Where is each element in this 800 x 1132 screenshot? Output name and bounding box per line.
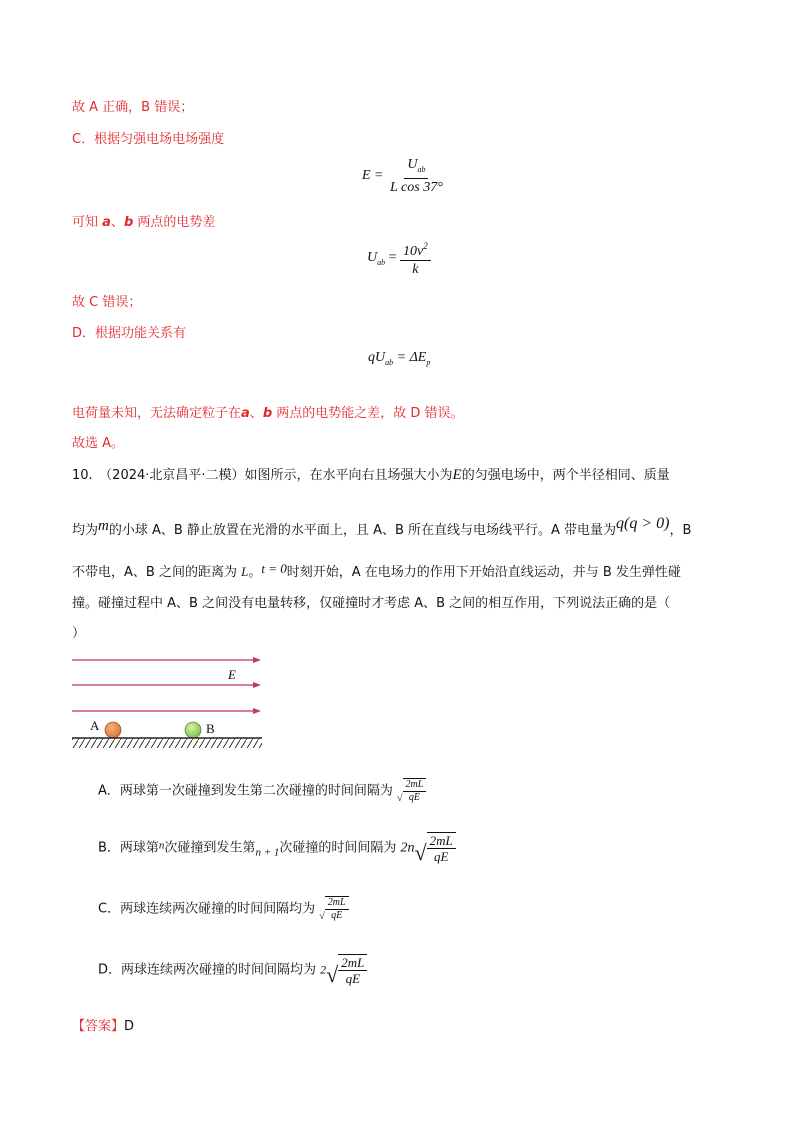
option-c-num: 2mL <box>325 897 349 910</box>
l3-var-b: b <box>123 215 134 230</box>
option-c-den: qE <box>331 910 343 921</box>
option-a-num: 2mL <box>403 779 427 792</box>
q-text-2c: ，B <box>669 523 692 538</box>
option-c-sqrt: √ $\frac{2mL}{qE}$ <box>319 896 348 922</box>
option-b-den: qE <box>433 849 449 864</box>
eq3-u: U <box>375 350 386 365</box>
q-text-3a: 不带电，A、B 之间的距离为 <box>72 565 242 580</box>
q-var-m: m <box>98 518 109 534</box>
option-b-text-2: 次碰撞到发生第 <box>164 840 256 856</box>
eq2-num: 10v <box>403 244 424 259</box>
q-text-2a: 均为 <box>72 523 99 538</box>
field-line-1 <box>72 657 261 663</box>
l6-text-a: 电荷量未知，无法确定粒子在 <box>72 406 242 421</box>
question-line-2 <box>72 515 691 540</box>
option-b-text-1: B．两球第 <box>98 840 159 856</box>
option-b-n1: n + 1 <box>255 846 280 859</box>
eq2-lhs-sub: ab <box>377 258 386 268</box>
solution-line-7: 故选 A。 <box>72 436 125 451</box>
ball-a-label: A <box>90 718 100 733</box>
ground-hatch <box>72 738 262 748</box>
option-d-text: D．两球连续两次碰撞的时间间隔均为 <box>98 962 317 978</box>
solution-line-2: C．根据匀强电场电场强度 <box>72 132 225 147</box>
l6-text-e: 两点的电势能之差，故 D 错误。 <box>272 406 464 421</box>
solution-line-4: 故 C 错误； <box>72 295 142 310</box>
question-line-5: ） <box>72 626 86 641</box>
option-c[interactable] <box>98 896 349 922</box>
question-line-3 <box>72 560 681 582</box>
option-d-den: qE <box>345 971 361 986</box>
option-d-coef: 2 <box>320 962 327 977</box>
q-text-3c: 时刻开始，A 在电场力的作用下开始沿直线运动，并与 B 发生弹性碰 <box>286 565 681 580</box>
option-d-num: 2mL <box>338 955 367 971</box>
q-var-E: E <box>452 467 462 483</box>
eq2-equals: = <box>388 250 397 266</box>
ball-a <box>105 722 121 738</box>
option-c-text: C．两球连续两次碰撞的时间间隔均为 <box>98 901 316 917</box>
l3-text-a: 可知 <box>72 215 103 230</box>
option-b-coef: 2n <box>400 840 415 856</box>
q-var-t: t = 0 <box>261 561 287 576</box>
eq1-den: L cos 37° <box>390 180 443 195</box>
equation-2 <box>367 238 431 278</box>
eq3-ep-sub: p <box>426 358 431 367</box>
l6-var-b: b <box>262 406 273 421</box>
option-b-text-3: 次碰撞的时间间隔为 <box>279 840 397 856</box>
solution-line-1: 故 A 正确，B 错误； <box>72 100 194 115</box>
eq3-rhs: = ΔE <box>396 350 427 365</box>
q-text-1b: 的匀强电场中，两个半径相同、质量 <box>461 468 670 483</box>
q-text-2b: 的小球 A、B 静止放置在光滑的水平面上，且 A、B 所在直线与电场线平行。A 带电量为 <box>108 523 617 538</box>
option-a[interactable] <box>98 778 426 804</box>
l3-text-c: 、 <box>110 215 124 230</box>
option-d-sqrt: √ $\frac{2mL}{qE}$ <box>326 954 367 986</box>
field-figure <box>72 650 267 750</box>
q-var-q: q(q > 0) <box>616 515 670 532</box>
l6-text-c: 、 <box>249 406 263 421</box>
answer-line <box>72 1018 134 1036</box>
solution-line-3 <box>72 214 215 232</box>
option-a-sqrt: √ $\frac{2mL}{qE}$ <box>397 778 426 804</box>
eq2-lhs: U <box>367 250 378 266</box>
eq1-fraction <box>387 156 446 196</box>
field-label: E <box>228 667 236 682</box>
option-b-num: 2mL <box>427 833 456 849</box>
option-b-sqrt: √ $\frac{2mL}{qE}$ <box>415 832 456 864</box>
solution-line-5: D．根据功能关系有 <box>72 326 187 341</box>
eq2-num-sup: 2 <box>423 241 428 251</box>
eq2-fraction <box>400 238 431 278</box>
eq1-num-sub: ab <box>417 165 426 174</box>
equation-1 <box>362 156 446 196</box>
field-line-2 <box>72 682 261 688</box>
option-a-den: qE <box>408 792 420 803</box>
eq1-num: U <box>407 157 418 172</box>
eq2-den: k <box>412 262 419 277</box>
eq3-u-sub: ab <box>385 358 394 367</box>
l6-var-a: a <box>241 406 250 421</box>
answer-label: 【答案】 <box>72 1019 125 1034</box>
option-a-text: A．两球第一次碰撞到发生第二次碰撞的时间间隔为 <box>98 783 393 799</box>
answer-value: D <box>124 1019 135 1034</box>
q-var-L: L <box>241 564 249 579</box>
ball-b-label: B <box>206 721 215 736</box>
l3-text-e: 两点的电势差 <box>133 215 216 230</box>
field-line-3 <box>72 708 261 714</box>
option-b[interactable] <box>98 832 456 864</box>
question-line-4: 撞。碰撞过程中 A、B 之间没有电量转移，仅碰撞时才考虑 A、B 之间的相互作用，下列说法正确的是（ <box>72 596 671 611</box>
q-text-1a: 10. （2024·北京昌平·二模）如图所示，在水平向右且场强大小为 <box>72 468 453 483</box>
eq3-q: q <box>368 350 375 365</box>
option-d[interactable] <box>98 954 367 986</box>
ball-b <box>185 722 201 738</box>
l3-var-a: a <box>102 215 111 230</box>
option-b-n: n <box>158 839 165 852</box>
solution-line-6 <box>72 405 464 423</box>
question-line-1 <box>72 466 670 485</box>
equation-3 <box>368 350 430 367</box>
eq1-lhs: E = <box>362 168 384 184</box>
q-text-3b: 。 <box>248 565 262 580</box>
